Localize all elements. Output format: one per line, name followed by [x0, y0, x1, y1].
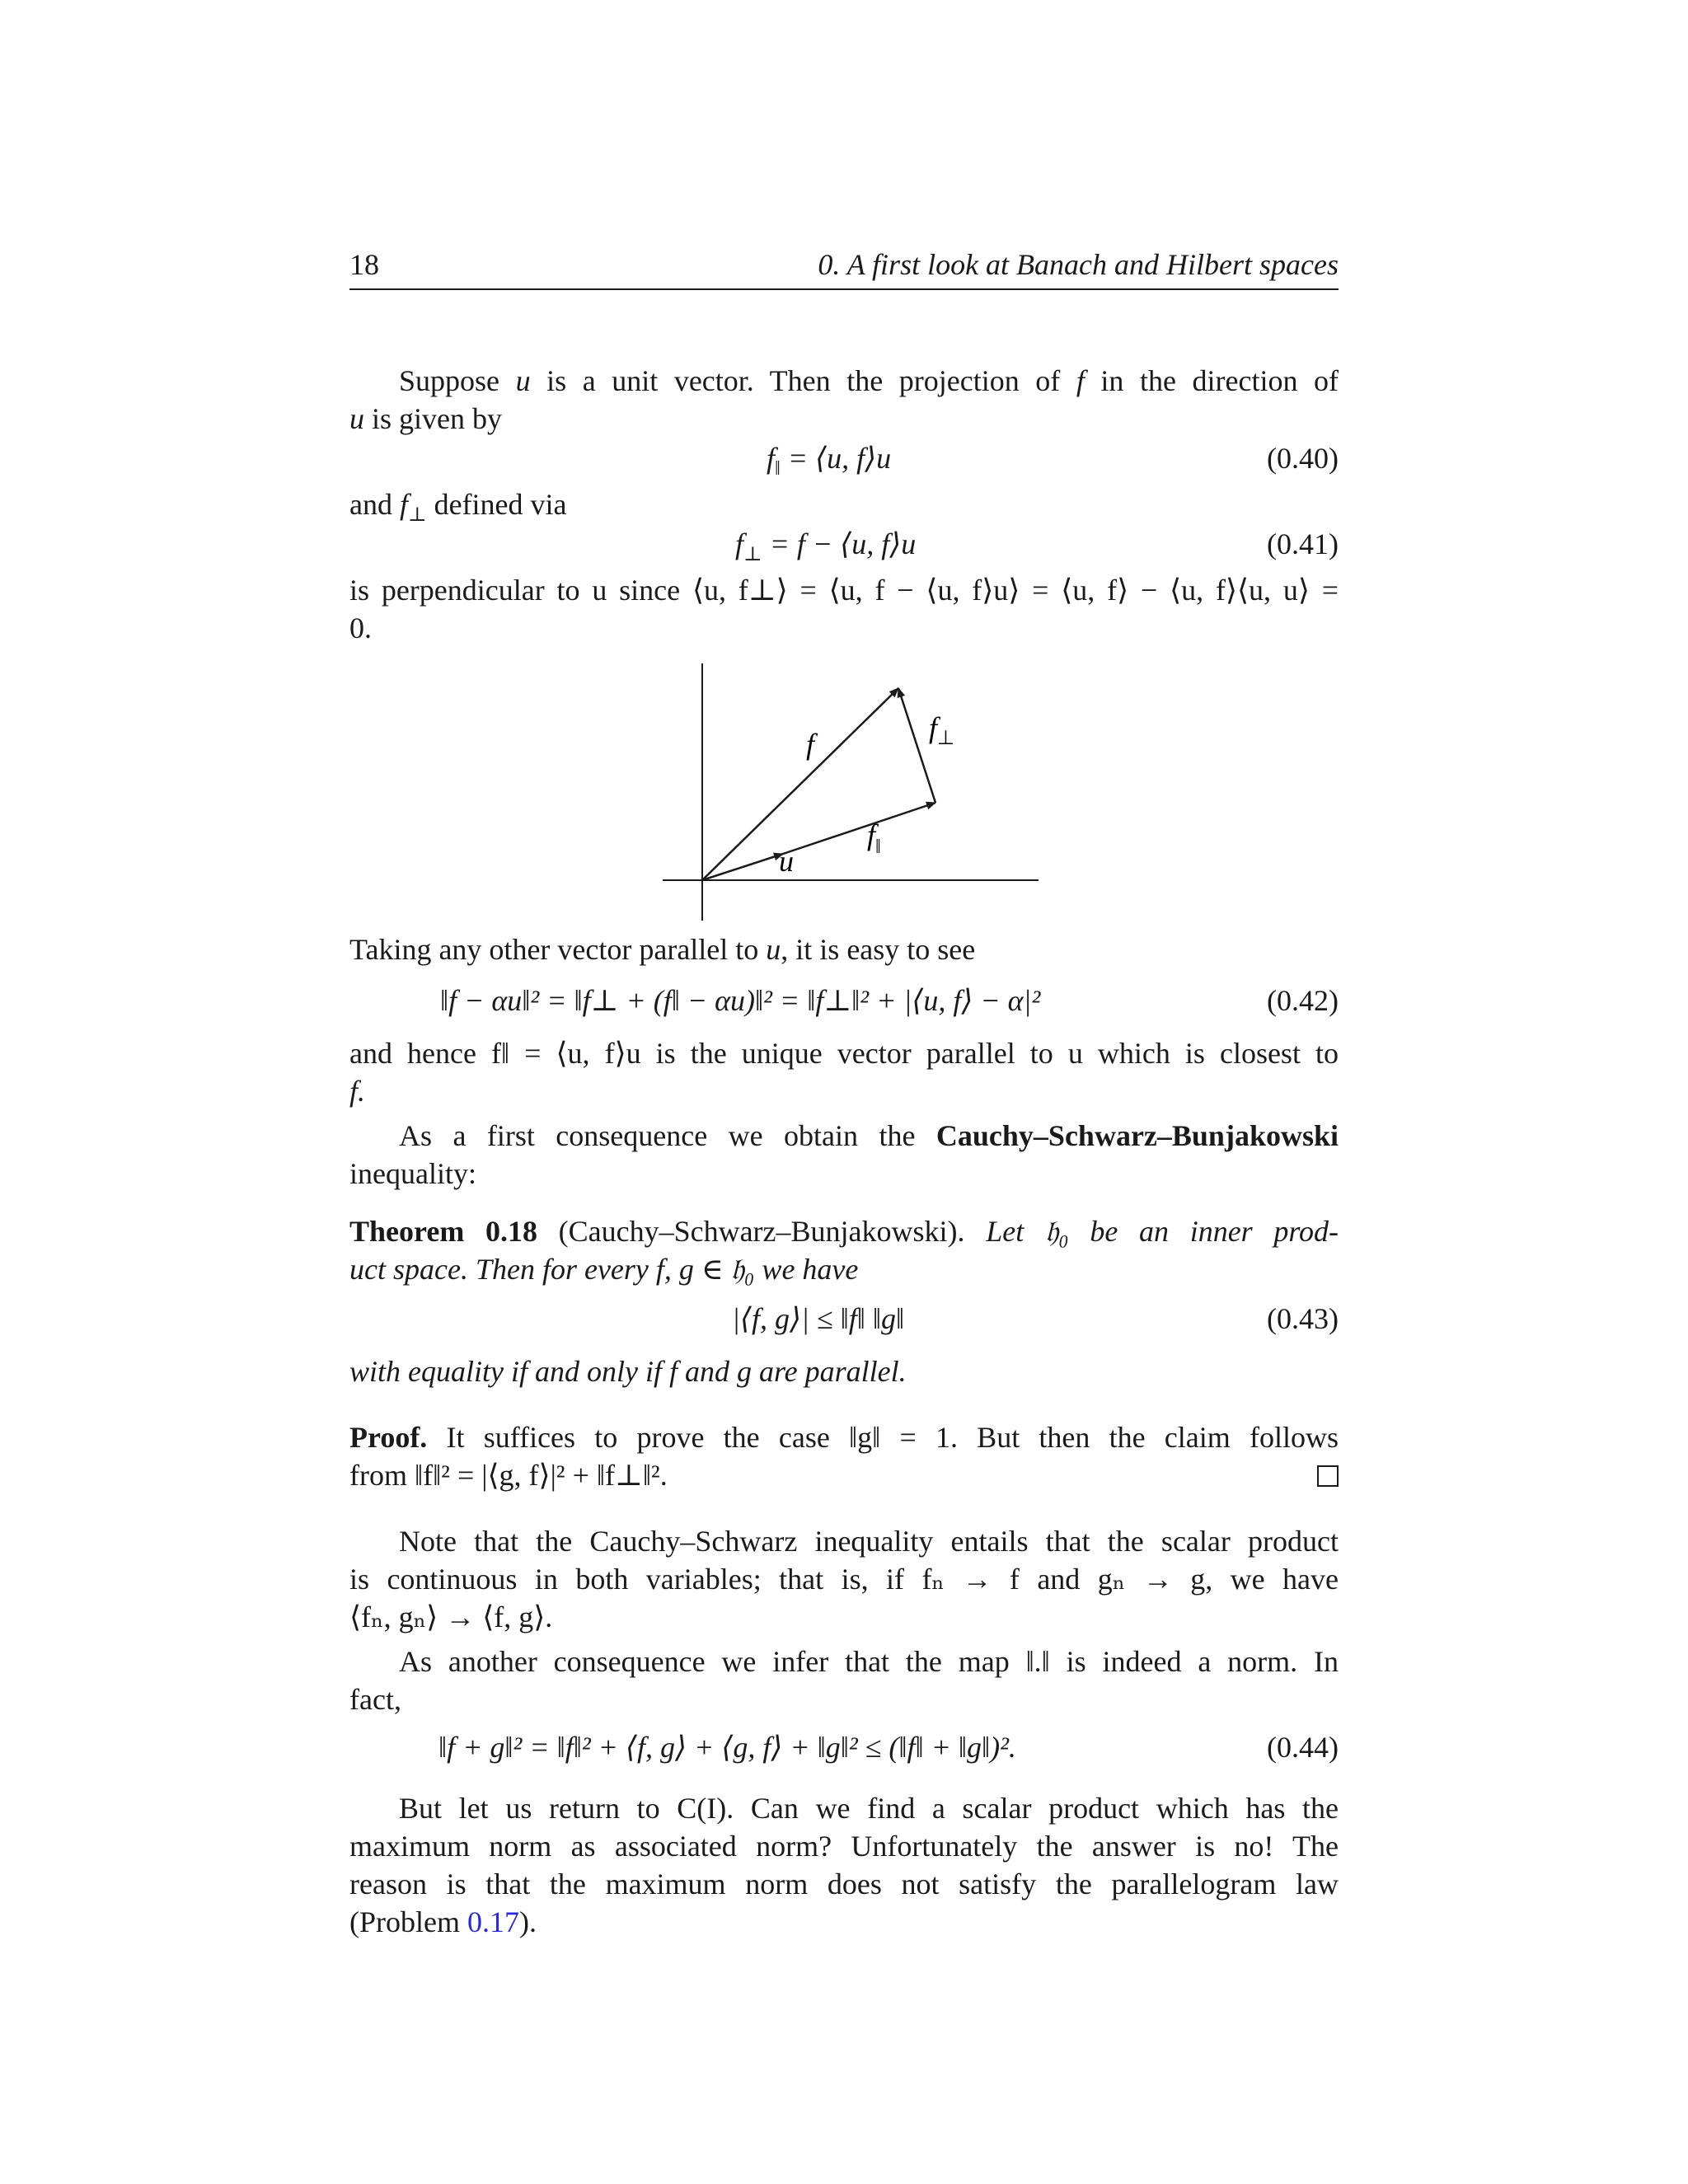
another-line1: As another consequence we infer that the map ‖.‖ is indeed a norm. In: [399, 1645, 1339, 1678]
label-fpar: $f_‖$: [867, 818, 881, 858]
problem-link[interactable]: 0.17: [467, 1905, 519, 1938]
header-rule: [349, 288, 1339, 290]
and-fperp-line: and $f_\perp$ defined via: [349, 488, 567, 527]
qed-square: [1317, 1465, 1339, 1487]
proof-line1: Proof. It suffices to prove the case ‖g‖ = 1. But then the claim follows: [349, 1421, 1339, 1454]
theorem-line3: with equality if and only if f and g are parallel.: [349, 1355, 907, 1388]
label-fperp: $f_\perp$: [929, 711, 954, 749]
note-line3: ⟨fₙ, gₙ⟩ → ⟨f, g⟩.: [349, 1601, 553, 1633]
return-line2: maximum norm as associated norm? Unfortunately the answer is no! The: [349, 1830, 1339, 1863]
equation-number-0-43: (0.43): [1267, 1302, 1339, 1335]
return-line4: (Problem 0.17).: [349, 1905, 537, 1938]
perpendicular-line1: is perpendicular to u since ⟨u, f⊥⟩ = ⟨u, f − ⟨u, f⟩u⟩ = ⟨u, f⟩ − ⟨u, f⟩⟨u, u⟩ =: [349, 574, 1339, 607]
vector-fperp: [898, 688, 935, 803]
label-u: u: [779, 845, 794, 878]
equation-number-0-42: (0.42): [1267, 984, 1339, 1017]
consequence-line2: inequality:: [349, 1157, 476, 1190]
label-f: f: [806, 728, 815, 761]
equation-number-0-40: (0.40): [1267, 442, 1339, 475]
equation-0-40: $f_‖$ = ⟨u, f⟩u: [767, 442, 892, 480]
equation-0-42: ‖f − αu‖² = ‖f⊥ + (f‖ − αu)‖² = ‖f⊥‖² + |⟨u, f⟩ − α|²: [440, 984, 1041, 1017]
projection-figure: [651, 655, 1047, 927]
note-line2: is continuous in both variables; that is, if fₙ → f and gₙ → g, we have: [349, 1563, 1339, 1596]
hence-line2: f.: [349, 1075, 366, 1108]
vector-f: [702, 688, 898, 880]
para1-line1: Suppose u is a unit vector. Then the projection of f in the direction of: [399, 364, 1339, 397]
note-line1: Note that the Cauchy–Schwarz inequality entails that the scalar product: [399, 1525, 1339, 1558]
theorem-line1: Theorem 0.18 (Cauchy–Schwarz–Bunjakowski). Let 𝔥₀ be an inner prod-: [349, 1215, 1339, 1248]
equation-number-0-41: (0.41): [1267, 527, 1339, 560]
page-number: 18: [349, 248, 379, 281]
para1-line2: u is given by: [349, 402, 502, 435]
equation-0-41: $f_\perp = f$ − ⟨u, f⟩u: [735, 527, 917, 566]
consequence-line1: As a first consequence we obtain the Cauchy–Schwarz–Bunjakowski: [399, 1119, 1339, 1152]
another-line2: fact,: [349, 1683, 401, 1716]
equation-number-0-44: (0.44): [1267, 1731, 1339, 1764]
return-line1: But let us return to C(I). Can we find a scalar product which has the: [399, 1792, 1339, 1825]
equation-0-43: |⟨f, g⟩| ≤ ‖f‖ ‖g‖: [732, 1302, 905, 1335]
theorem-line2: uct space. Then for every f, g ∈ 𝔥₀ we have: [349, 1253, 859, 1286]
proof-line2: from ‖f‖² = |⟨g, f⟩|² + ‖f⊥‖².: [349, 1459, 668, 1492]
taking-line: Taking any other vector parallel to u, it is easy to see: [349, 933, 976, 966]
return-line3: reason is that the maximum norm does not satisfy the parallelogram law: [349, 1868, 1339, 1900]
vector-fpar: [783, 803, 935, 854]
perpendicular-line2: 0.: [349, 612, 372, 644]
equation-0-44: ‖f + g‖² = ‖f‖² + ⟨f, g⟩ + ⟨g, f⟩ + ‖g‖² ≤ (‖f‖ + ‖g‖)².: [438, 1731, 1016, 1764]
chapter-title: 0. A first look at Banach and Hilbert spaces: [818, 248, 1339, 281]
hence-line1: and hence f‖ = ⟨u, f⟩u is the unique vector parallel to u which is closest to: [349, 1037, 1339, 1070]
